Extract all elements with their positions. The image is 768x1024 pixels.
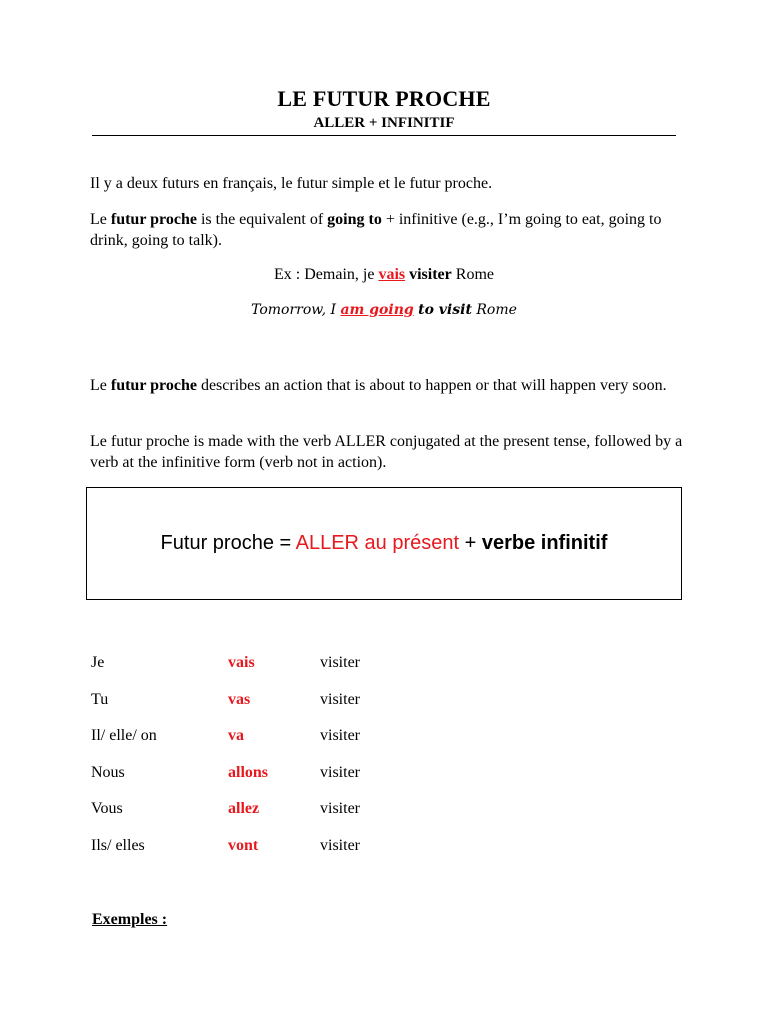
examples-heading: Exemples : (92, 911, 168, 928)
example-verb: vais (378, 266, 406, 283)
example-english: Tomorrow, I am going to visit Rome (251, 302, 517, 318)
describes-paragraph: Le futur proche describes an action that is about to happen or that will happen very soon. (90, 377, 667, 394)
conjugation-row: Il/ elle/ on va visiter (91, 727, 360, 744)
formula-text: Futur proche = ALLER au présent + verbe infinitif (160, 532, 608, 554)
conjugation-row: Nous allons visiter (91, 764, 360, 781)
formula-verbe: verbe infinitif (481, 532, 608, 554)
page-title: LE FUTUR PROCHE (277, 86, 491, 111)
intro-paragraph: Il y a deux futurs en français, le futur simple et le futur proche. (90, 175, 493, 192)
conjugation-row: Tu vas visiter (91, 691, 360, 708)
title-divider (92, 135, 676, 136)
formula-aller: ALLER au présent (295, 532, 460, 554)
conjugation-row: Ils/ elles vont visiter (91, 837, 360, 854)
example-french: Ex : Demain, je vais visiter Rome (274, 266, 494, 283)
example-english-verb: am going (340, 302, 414, 318)
made-with-paragraph: Le futur proche is made with the verb ALLER conjugated at the present tense, followed by a verb at the infinitive form (verb not in action). (90, 433, 683, 471)
conjugation-row: Je vais visiter (91, 654, 360, 671)
equivalent-paragraph: Le futur proche is the equivalent of going to + infinitive (e.g., I’m going to eat, going to drink, going to talk). (90, 211, 662, 249)
conjugation-row: Vous allez visiter (91, 800, 360, 817)
page-subtitle: ALLER + INFINITIF (313, 115, 455, 131)
